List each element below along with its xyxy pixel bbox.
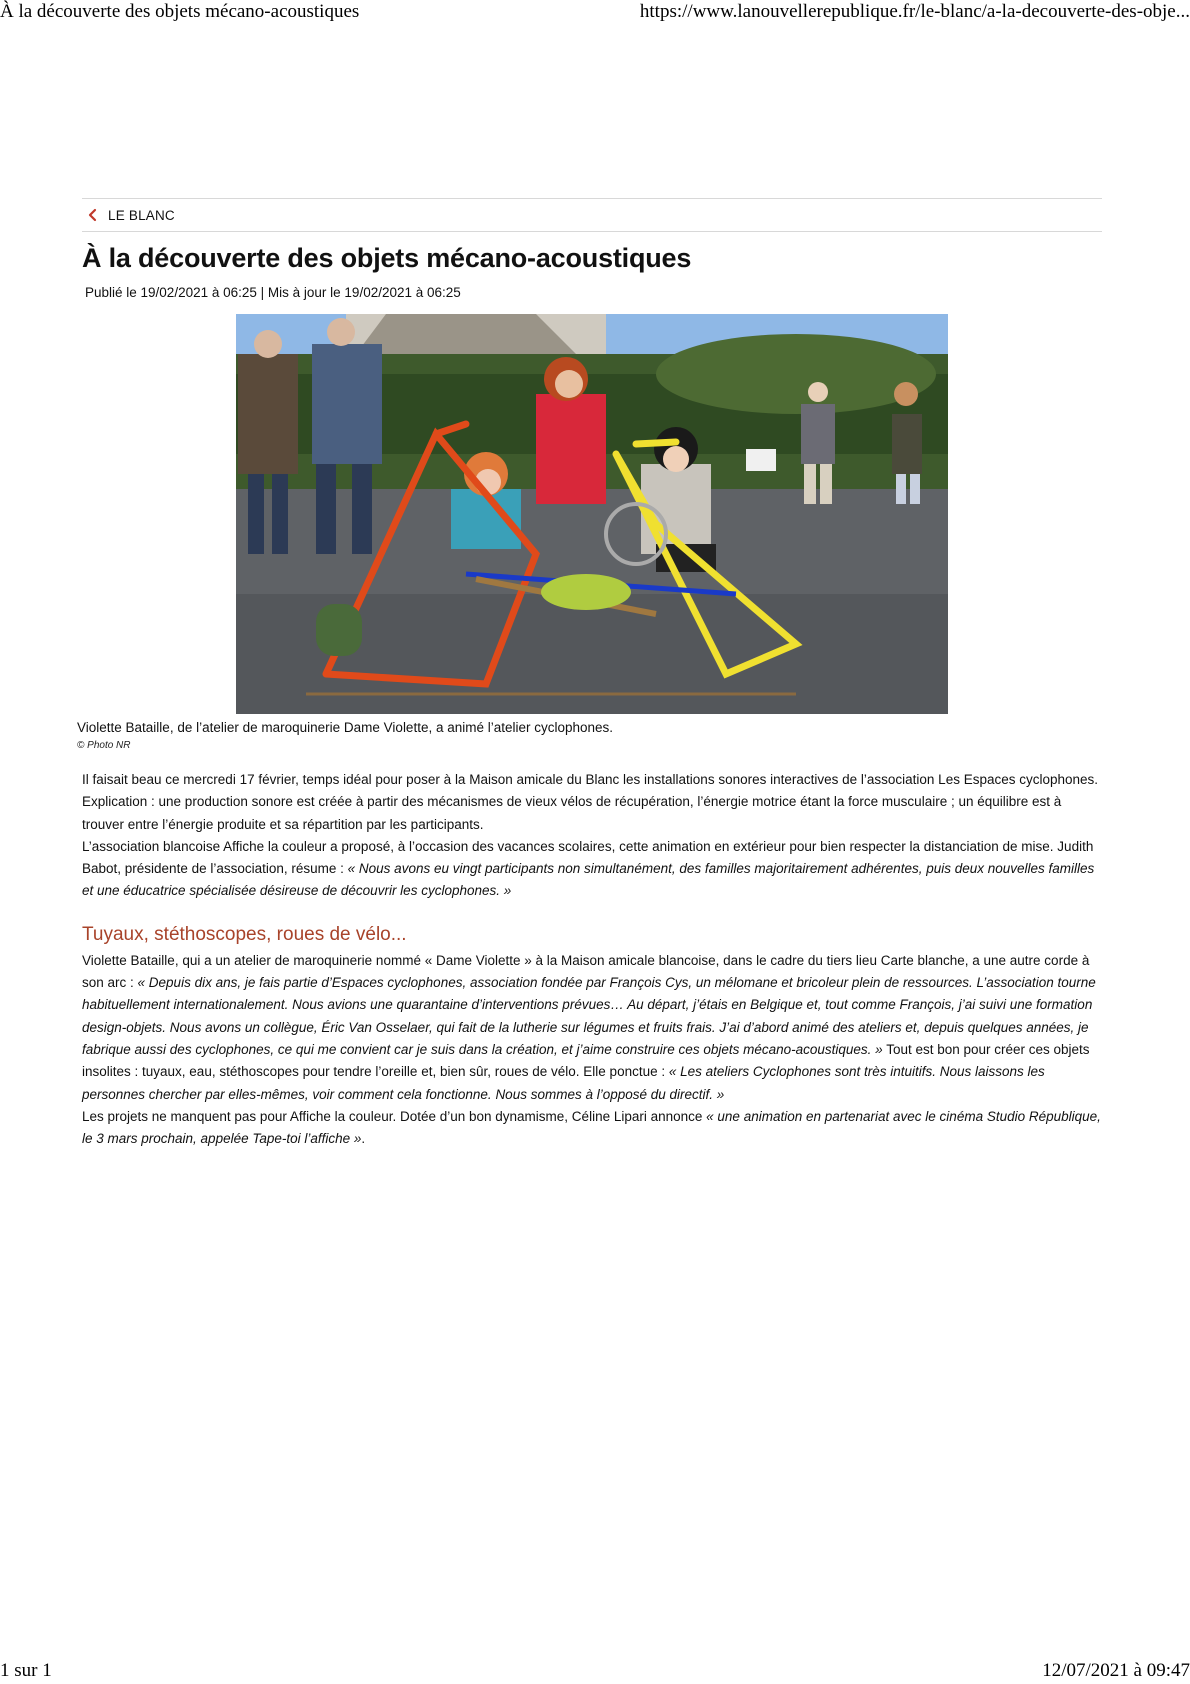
paragraph-1b xyxy=(82,836,1102,903)
print-footer xyxy=(0,1658,1190,1684)
breadcrumb-section-link[interactable]: LE BLANC xyxy=(108,207,175,223)
paragraph-3-end: . xyxy=(361,1131,366,1147)
print-header-url: https://www.lanouvellerepublique.fr/le-blanc/a-la-decouverte-des-obje... xyxy=(639,1,1190,22)
photo-credit: © Photo NR xyxy=(77,740,131,751)
paragraph-3-text: Les projets ne manquent pas pour Affiche la couleur. Dotée d’un bon dynamisme, Céline Lipari annonce xyxy=(82,1108,707,1124)
print-header-title: À la découverte des objets mécano-acoustiques xyxy=(0,1,360,22)
breadcrumb[interactable] xyxy=(82,198,1102,232)
chevron-left-icon[interactable] xyxy=(84,206,102,224)
article-title: À la découverte des objets mécano-acoustiques xyxy=(82,243,692,273)
paragraph-2-text-b: Tout est bon pour créer ces objets insolites : tuyaux, eau, stéthoscopes pour tendre l’oreille et, bien sûr, roues de vélo. Elle ponctue : xyxy=(82,1041,1090,1080)
paragraph-2-quote-1: « Depuis dix ans, je fais partie d’Espaces cyclophones, association fondée par François Cys, un mélomane et bricoleur plein de ressources. L’association tourne habituellement internationalement. Nous avions une quarantaine d’interventions prévues… Au départ, j’étais en Belgique et, tout comme François, j’ai suivi une formation design-objets. Nous avons un collègue, Éric Van Osselaer, qui fait de la lutherie sur légumes et fruits frais. J’ai d’abord animé des ateliers et, depuis quelques années, je fabrique aussi des cyclophones, ce qui me convient car je suis dans la création, et j’aime construire ces objets mécano-acoustiques. » xyxy=(82,975,1096,1057)
photo-caption: Violette Bataille, de l’atelier de maroquinerie Dame Violette, a animé l’atelier cyclophones. xyxy=(77,720,614,735)
article-body xyxy=(82,769,1102,1150)
article xyxy=(77,198,1102,1147)
print-footer-page: 1 sur 1 xyxy=(0,1660,52,1681)
paragraph-1b-text: L’association blancoise Affiche la couleur a proposé, à l’occasion des vacances scolaires, cette animation en extérieur pour bien respecter la distanciation de mise. Judith Babot, présidente de l’association, résume : xyxy=(82,838,1094,877)
paragraph-2-quote-2: « Les ateliers Cyclophones sont très intuitifs. Nous laissons les personnes chercher par elles-mêmes, voir comment cela fonctionne. Nous sommes à l’opposé du directif. » xyxy=(82,1064,1045,1102)
paragraph-2-text-a: Violette Bataille, qui a un atelier de maroquinerie nommé « Dame Violette » à la Maison amicale blancoise, dans le cadre du tiers lieu Carte blanche, a une autre corde à son arc : xyxy=(82,952,1090,991)
paragraph-1a: Il faisait beau ce mercredi 17 février, temps idéal pour poser à la Maison amicale du Blanc les installations sonores interactives de l’association Les Espaces cyclophones. Explication : une production sonore est créée à partir des mécanismes de vieux vélos de récupération, l’énergie motrice étant la force musculaire ; un équilibre est à trouver entre l’énergie produite et sa répartition par les participants. xyxy=(82,772,1099,832)
paragraph-2 xyxy=(82,950,1102,1106)
print-footer-datetime: 12/07/2021 à 09:47 xyxy=(1042,1660,1190,1681)
publication-meta: Publié le 19/02/2021 à 06:25 | Mis à jour le 19/02/2021 à 06:25 xyxy=(85,285,461,300)
paragraph-3 xyxy=(82,1106,1102,1151)
spacer xyxy=(82,903,1102,914)
paragraph-3-quote: « une animation en partenariat avec le cinéma Studio République, le 3 mars prochain, appelée Tape-toi l’affiche » xyxy=(82,1108,1101,1147)
paragraph-1b-quote: « Nous avons eu vingt participants non simultanément, des familles majoritairement adhérentes, puis deux nouvelles familles et une éducatrice spécialisée désireuse de découvrir les cyclophones. » xyxy=(82,861,1095,899)
subheading: Tuyaux, stéthoscopes, roues de vélo... xyxy=(82,923,407,945)
print-header xyxy=(0,0,1190,26)
photo-illustration xyxy=(236,314,948,714)
article-photo xyxy=(236,314,948,714)
